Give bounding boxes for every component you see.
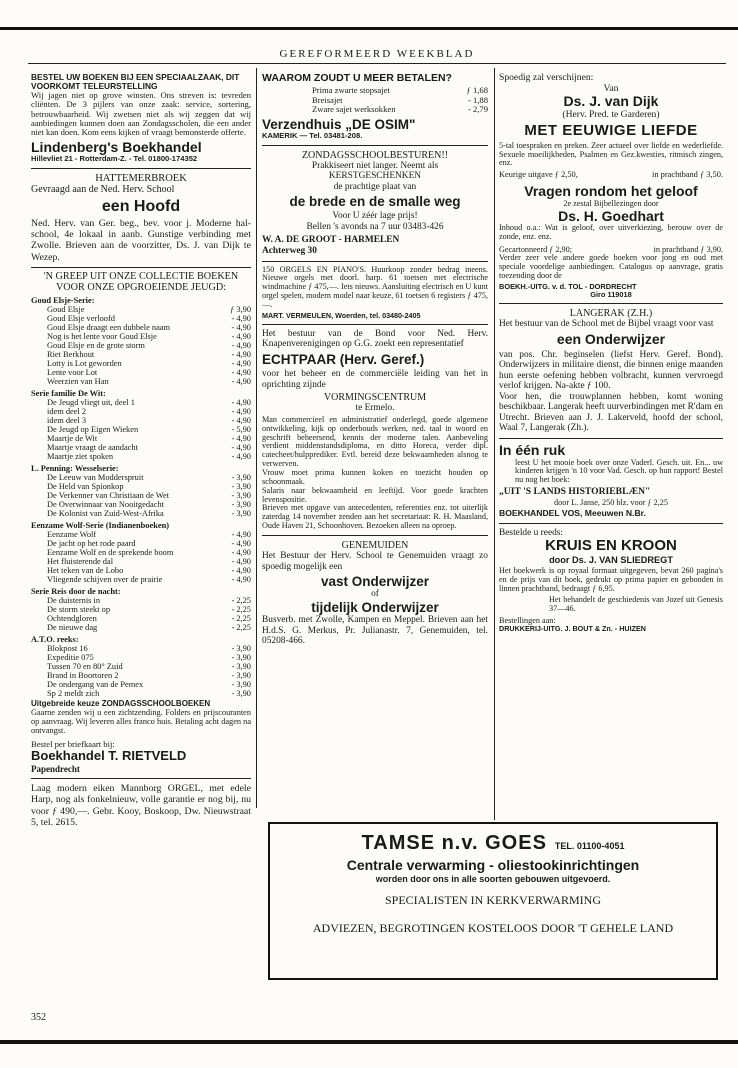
book-row <box>31 491 251 500</box>
book-price: - 4,90 <box>231 556 251 566</box>
book-price: - 4,90 <box>231 530 251 540</box>
ad-title: MET EEUWIGE LIEFDE <box>524 121 698 139</box>
book-price: ƒ 3,90 <box>230 305 251 315</box>
price-row <box>312 96 488 106</box>
ad-line: ADVIEZEN, BEGROTINGEN KOSTELOOS DOOR 'T GEHELE LAND <box>312 920 674 935</box>
extra-heading: Uitgebreide keuze ZONDAGSSCHOOLBOEKEN <box>31 698 211 708</box>
ad-title: een Onderwijzer <box>556 330 666 347</box>
book-price: - 3,90 <box>231 688 251 698</box>
book-title: Vliegende schijven over de prairie <box>47 574 163 584</box>
book-title: Sp 2 meldt zich <box>47 688 100 698</box>
book-price: - 4,90 <box>231 539 251 549</box>
book-price: - 3,90 <box>231 652 251 662</box>
ad-bout <box>499 526 723 635</box>
ad-de-groot <box>262 148 488 259</box>
book-row <box>31 473 251 482</box>
book-price: - 3,90 <box>231 643 251 653</box>
price-list <box>262 86 488 115</box>
ad-shop: BOEKH.-UITG. v. d. TOL - DORDRECHT <box>499 281 637 291</box>
ad-title: een Hoofd <box>101 197 181 215</box>
book-title: Expeditie 075 <box>47 652 94 662</box>
book-title: De Jeugd vliegt uit, deel 1 <box>47 398 135 408</box>
ad-centre: VORMINGSCENTRUM <box>323 392 427 404</box>
ad-line: Centrale verwarming - oliestookinrichtingen <box>346 857 640 874</box>
ad-heading: 'N GREEP UIT ONZE COLLECTIE BOEKEN VOOR ONZE OPGROEIENDE JEUGD: <box>43 271 239 293</box>
company-tel: TEL. 01100-4051 <box>554 841 625 851</box>
ad-body: Voor hen, die trouwplannen hebben, komt woning beschikbaar. Langerak heeft uurverbindingen met R'dam en Utrecht. Brieven aan J. J. Lakerveld, hoofd der school, Waal 7, Langerak (Zh.). <box>499 391 723 434</box>
ad-book: „UIT 'S LANDS HISTORIEBLÆN" <box>499 486 651 498</box>
ad-role: (Herv. Pred. te Garderen) <box>562 109 660 121</box>
ad-shop: BOEKHANDEL VOS, Meeuwen N.Br. <box>499 508 646 519</box>
book-title: Goud Elsje <box>47 305 85 315</box>
ad-osim <box>262 71 488 143</box>
book-title: De jacht op het rode paard <box>47 539 136 548</box>
ad-line: Prakkiseert niet langer. Neemt als <box>311 160 439 171</box>
ad-body: Man commercieel en administratief onderlegd, goede algemene ontwikkeling, kijk op onderbouds werken, ned. taal in woord en geschrift beheersend, kennis der moderne talen. Aanbeveling verdient middenstandsdiploma, en ditto Horeca, verder dipl. catecheet/hulpprediker. Evtl. bereid deze bekwaamheden alsnog te verwerven. <box>262 414 488 469</box>
ad-place: te Ermelo. <box>355 403 395 414</box>
book-row <box>31 509 251 518</box>
book-row <box>31 452 251 461</box>
price-row <box>499 170 723 179</box>
bottom-rule <box>0 1040 738 1044</box>
book-row <box>31 314 251 323</box>
ad-heading: GENEMUIDEN <box>341 540 409 551</box>
item-price: - 1,88 <box>467 94 488 105</box>
series-heading: A.T.O. reeks: <box>31 634 79 644</box>
book-price: - 5,90 <box>231 425 251 435</box>
price-1: Gecartonneerd ƒ 2,90; <box>499 244 572 254</box>
book-price: - 3,90 <box>231 473 251 483</box>
book-row <box>31 425 251 434</box>
price-row <box>312 86 488 96</box>
book-title: Nog is het lente voor Goud Elsje <box>47 332 157 342</box>
book-price: - 3,90 <box>231 679 251 689</box>
book-row <box>31 407 251 416</box>
book-title: De storm steekt op <box>47 604 111 614</box>
ad-body: Salaris naar bekwaamheid en leeftijd. Voor goede krachten levenspositie. <box>262 485 488 504</box>
ad-line: de prachtige plaat van <box>333 181 417 192</box>
book-row <box>31 644 251 653</box>
ad-of: of <box>371 589 379 600</box>
ad-body: 5-tal toespraken en preken. Zeer actueel over liefde en wederliefde. Sexuele moeilijkheden, Psalmen en Gez.kwesties, ritmisch zingen, enz. <box>499 140 723 168</box>
ad-title: KRUIS EN KROON <box>545 537 677 555</box>
book-price: - 4,90 <box>231 323 251 333</box>
shop-name: Lindenberg's Boekhandel <box>31 138 202 155</box>
book-row <box>31 305 251 314</box>
ad-sub: 2e zestal Bijbellezingen door <box>563 199 659 209</box>
item-name: Zware sajet werksokken <box>312 105 396 115</box>
ad-body: Het behandelt de geschiedenis van Jozef uit Genesis 37—46. <box>549 594 723 613</box>
ad-body: Ned. Herv. van Ger. beg., bev. voor j. Moderne hal-school, 4e lokaal in aanb. Gunstige verbinding met Zwolle. Brieven aan de voorzitter, Ds. J. van Dijk te Wezep. <box>31 217 251 263</box>
book-title: Lotty is Lot geworden <box>47 359 122 369</box>
extra-body: Gaarne zenden wij u een zichtzending. Folders en prijscouranten op aanvraag. Wij leveren alles franco huis. Betaling acht dagen na ontvangst. <box>31 707 251 735</box>
book-row <box>31 653 251 662</box>
price-2: in prachtband ƒ 3,50. <box>652 170 723 180</box>
book-row <box>31 359 251 368</box>
book-title: Goud Elsje verloofd <box>47 314 115 324</box>
book-title: Maartje vraagt de aandacht <box>47 443 138 453</box>
ad-body: Inhoud o.a.: Wat is geloof, over uitverkiezing, berouw over de zonde, enz. enz. <box>499 223 723 242</box>
item-name: Breisajet <box>312 95 343 105</box>
book-row <box>31 557 251 566</box>
book-price: - 4,90 <box>231 359 251 369</box>
book-row <box>31 434 251 443</box>
book-row <box>31 368 251 377</box>
book-row <box>31 341 251 350</box>
book-row <box>31 689 251 698</box>
book-title: idem deel 2 <box>47 407 87 417</box>
book-title: De Jeugd op Eigen Wieken <box>47 425 139 435</box>
book-row <box>31 443 251 452</box>
book-price: - 4,90 <box>231 341 251 351</box>
ad-line: Bellen 's avonds na 7 uur 03483-426 <box>306 221 444 232</box>
page-number: 352 <box>31 1012 46 1023</box>
book-title: Maartje ziet spoken <box>47 452 114 462</box>
book-price: - 4,90 <box>231 548 251 557</box>
book-row <box>31 662 251 671</box>
ad-line: SPECIALISTEN IN KERKVERWARMING <box>385 893 601 908</box>
book-row <box>31 623 251 632</box>
book-title: Goud Elsje en de grote storm <box>47 341 145 351</box>
book-title: Eenzame Wolf en de sprekende boom <box>47 548 174 557</box>
book-row <box>31 323 251 332</box>
book-title: De nieuwe dag <box>47 622 98 632</box>
book-row <box>31 416 251 425</box>
ad-body: Laag modern eiken Mannborg ORGEL, met edele Harp, nog als fonkelnieuw, volle garantie er nog bij, nu voor ƒ 490,—. Gebr. Kooy, Boskoop, Dw. Nieuwstraat 5, tel. 2615. <box>31 782 251 828</box>
series-heading: Serie familie De Wit: <box>31 389 106 399</box>
book-row <box>31 530 251 539</box>
book-title: Het fluisterende dal <box>47 556 114 566</box>
book-title: De duisternis in <box>47 595 101 605</box>
book-title: Goud Elsje draagt een dubbele naam <box>47 323 171 333</box>
shop-name: Boekhandel T. RIETVELD <box>31 748 187 764</box>
item-price: - 2,79 <box>467 104 488 115</box>
book-price: - 4,90 <box>231 398 251 408</box>
ad-body: Brieven met opgave van antecedenten, referenties enz. tot uiterlijk zaterdag 14 november zenden aan het secretariaat: R. H. Maasland, Oude Haven 21, Schoonhoven. Bezoeken alleen na oproep. <box>262 503 488 531</box>
book-price: - 4,90 <box>231 443 251 453</box>
book-title: De ondergang van de Pemex <box>47 679 144 689</box>
ad-heading: WAAROM ZOUDT U MEER BETALEN? <box>262 72 452 84</box>
series-heading: Eenzame Wolf-Serie (Indianenboeken) <box>31 521 170 531</box>
ad-line: Spoedig zal verschijnen: <box>499 72 594 83</box>
ad-intro: Het bestuur van de School met de Bijbel vraagt voor vast <box>499 319 714 330</box>
ad-tamse <box>268 822 718 980</box>
book-price: - 3,90 <box>231 482 251 492</box>
ad-heading: LANGERAK (Z.H.) <box>569 308 653 320</box>
book-title: Tussen 70 en 80° Zuid <box>47 661 123 671</box>
price-row <box>312 105 488 115</box>
book-title: Weerzien van Han <box>47 377 109 387</box>
book-price: - 2,25 <box>231 604 251 614</box>
book-title: De Kolonist van Zuid-West-Afrika <box>47 509 164 519</box>
book-price: - 3,90 <box>231 509 251 519</box>
book-price: - 3,90 <box>231 500 251 510</box>
ad-line: KERSTGESCHENKEN <box>328 171 422 182</box>
book-price: - 4,90 <box>231 416 251 426</box>
ad-van: Van <box>603 82 619 94</box>
book-title: Lente voor Lot <box>47 368 98 378</box>
ad-giro: Giro 119018 <box>590 289 632 299</box>
book-row <box>31 605 251 614</box>
book-price: - 2,25 <box>231 595 251 605</box>
ad-rietveld <box>31 270 251 776</box>
book-price: - 4,90 <box>231 368 251 378</box>
book-price: - 4,90 <box>231 565 251 575</box>
ad-title: vast Onderwijzer <box>320 574 430 590</box>
book-title: De Held van Spionkop <box>47 482 124 492</box>
book-price: - 4,90 <box>231 434 251 444</box>
book-price: - 4,90 <box>231 350 251 360</box>
ad-vos <box>499 441 723 521</box>
book-row <box>31 500 251 509</box>
ad-hattemerbroek <box>31 171 251 265</box>
item-name: Prima zwarte stopsajet <box>312 86 390 96</box>
ad-body: Het boekwerk is op royaal formaat uitgegeven, bevat 260 pagina's en de prijs van dit boek, gedrukt op prima papier en gebonden in linnen prachtband, bedraagt ƒ 6,95. <box>499 566 723 594</box>
book-price: - 4,90 <box>231 452 251 462</box>
shop-address: Hillevliet 21 - Rotterdam-Z. - Tel. 01800-174352 <box>31 154 198 164</box>
column-2 <box>262 71 488 816</box>
book-title: Blokpost 16 <box>47 643 88 653</box>
shop-place: Papendrecht <box>31 763 80 774</box>
ad-heading: BESTEL UW BOEKEN BIJ EEN SPECIAALZAAK, DIT VOORKOMT TELEURSTELLING <box>31 72 240 92</box>
page-header: GEREFORMEERD WEEKBLAD <box>279 48 475 60</box>
series-heading: Goud Elsje-Serie: <box>31 296 95 306</box>
book-title: Eenzame Wolf <box>47 530 97 540</box>
book-row <box>31 671 251 680</box>
ad-body: Vrouw moet prima kunnen koken en toezicht houden op schoonmaak. <box>262 467 488 486</box>
book-title: Riet Berkhout <box>47 350 95 360</box>
book-title: De Leeuw van Modderspruit <box>47 473 144 483</box>
ad-line: Bestelde u reeds: <box>499 527 564 538</box>
ad-title: In één ruk <box>499 441 566 458</box>
series-heading: L. Penning: Wesselserie: <box>31 464 119 474</box>
ad-address: Achterweg 30 <box>262 245 317 256</box>
ad-genemuiden <box>262 538 488 649</box>
ad-line: Gevraagd aan de Ned. Herv. School <box>31 184 175 196</box>
book-title: Het teken van de Lobo <box>47 565 124 575</box>
ad-body: van pos. Chr. beginselen (liefst Herv. Geref. Bond). Onderwijzers in militaire dienst, die binnen enige maanden hun eerste oefening hebben volbracht, kunnen vervroegd verlof krijgen. Na-akte ƒ 100. <box>499 349 723 392</box>
book-title: De Overwinnaar van Nooitgedacht <box>47 500 164 510</box>
column-divider-2 <box>494 68 495 820</box>
ad-line: Voor U zéér lage prijs! <box>332 211 418 222</box>
book-row <box>31 566 251 575</box>
book-row <box>31 575 251 584</box>
price-2: in prachtband ƒ 3,90. <box>653 244 723 254</box>
ad-title: tijdelijk Onderwijzer <box>311 599 439 615</box>
book-price: - 4,90 <box>231 314 251 324</box>
book-row <box>31 596 251 605</box>
shop-name: Verzendhuis „DE OSIM" <box>262 116 416 132</box>
ad-title: de brede en de smalle weg <box>289 194 461 210</box>
company-name: TAMSE n.v. GOES <box>361 832 547 854</box>
book-price: - 4,90 <box>231 332 251 342</box>
ad-author: Ds. H. Goedhart <box>558 207 664 224</box>
ad-body: Wij jagen niet op grove winsten. Ons streven is: tevreden cliënten. De 3 pijlers van onze zaak: service, sortering, betrouwbaarheid. Wij zwetsen niet als wij zeggen dat wij aanbiedingen kunnen doen aan Zondagsscholen, die een ander niet kan doen. Kom eens kijken of vraagt bemonsterde offerte. <box>31 90 251 138</box>
book-title: Brand in Boortoren 2 <box>47 670 119 680</box>
book-title: De Verkenner van Christiaan de Wet <box>47 491 170 501</box>
book-price: - 4,90 <box>231 574 251 584</box>
ad-title: ECHTPAAR (Herv. Geref.) <box>262 351 425 367</box>
book-row <box>31 332 251 341</box>
ad-goedhart <box>499 182 723 302</box>
ad-body: leest U het mooie boek over onze Vaderl. Gesch. uit. En... uw kinderen krijgen 'n 10 voor Vad. Gesch. op hun rapport! Bestel nu nog het boek: <box>515 457 723 485</box>
book-price: - 2,25 <box>231 622 251 632</box>
book-row <box>31 539 251 548</box>
ad-title: Vragen rondom het geloof <box>524 182 698 199</box>
ad-vermeulen <box>262 264 488 322</box>
book-price: - 3,90 <box>231 661 251 671</box>
book-row <box>31 350 251 359</box>
ad-footer: MART. VERMEULEN, Woerden, tel. 03480-2405 <box>262 310 421 320</box>
ad-van-dijk <box>499 71 723 182</box>
series-heading: Serie Reis door de nacht: <box>31 586 121 596</box>
book-row <box>31 482 251 491</box>
ad-shop: DRUKKERIJ-UITG. J. BOUT & Zn. - HUIZEN <box>499 623 646 633</box>
ad-echtpaar <box>262 327 488 533</box>
order-line: Bestel per briefkaart bij: <box>31 738 115 749</box>
ad-author: door Ds. J. VAN SLIEDREGT <box>549 555 673 565</box>
book-row <box>31 680 251 689</box>
book-title: Ochtendgloren <box>47 613 97 623</box>
ad-body: Busverb. met Zwolle, Kampen en Meppel. Brieven aan het H.d.S. G. Merkus, Pr. Julianastr. 7, Genemuiden, tel. 05208-466. <box>262 615 488 647</box>
book-price: - 4,90 <box>231 407 251 417</box>
ad-line: worden door ons in alle soorten gebouwen uitgevoerd. <box>375 874 611 885</box>
ad-body: 150 ORGELS EN PIANO'S. Huurkoop zonder bedrag ineens. Nieuwe orgels met doorl. harp. 61 toetsen met electrische windmachine ƒ 475,—. Iets nieuws. Aansluiting electrisch en U kunt orgel spelen, modern model naar keuze, 61 toetsen 6 registers ƒ 475,—. <box>262 264 488 309</box>
book-series-list <box>31 296 251 697</box>
ad-line: voor het beheer en de commerciële leiding van het in oprichting zijnde <box>262 369 488 390</box>
book-row <box>31 377 251 386</box>
book-price: - 3,90 <box>231 670 251 680</box>
column-divider-1 <box>256 68 257 808</box>
ad-langerak <box>499 306 723 436</box>
ad-heading: HATTEMERBROEK <box>95 172 187 184</box>
ad-orgel <box>31 781 251 830</box>
column-1 <box>31 71 251 1001</box>
ad-lindenberg <box>31 71 251 166</box>
column-3 <box>499 71 723 823</box>
book-row <box>31 614 251 623</box>
ad-author: Ds. J. van Dijk <box>563 93 659 110</box>
ad-intro: Het bestuur van de Bond voor Ned. Herv. Knapenverenigingen op G.G. zoekt een representatief <box>262 328 488 350</box>
ad-line: Bestellingen aan: <box>499 615 556 625</box>
ad-intro: Het Bestuur der Herv. School te Genemuiden vraagt zo spoedig mogelijk een <box>262 551 488 572</box>
price-1: Keurige uitgave ƒ 2,50, <box>499 170 578 180</box>
ad-name: W. A. DE GROOT - HARMELEN <box>262 235 400 246</box>
book-row <box>31 398 251 407</box>
item-price: ƒ 1,68 <box>466 85 488 96</box>
book-title: Maartje de Wit <box>47 434 98 444</box>
book-title: idem deel 3 <box>47 416 87 426</box>
shop-address: KAMERIK — Tel. 03481-208. <box>262 131 363 140</box>
header-rule <box>28 63 726 64</box>
ad-heading: ZONDAGSSCHOOLBESTUREN!! <box>301 149 449 161</box>
book-price: - 4,90 <box>231 377 251 387</box>
ad-body: Verder zeer vele andere goede boeken voor jong en oud met speciale voordelige aanbiedingen. Catalogus op aanvrage, gratis toezending door de <box>499 253 723 280</box>
book-price: - 3,90 <box>231 491 251 501</box>
ad-author: door L. Janse, 250 blz. voor ƒ 2,25 <box>554 497 668 507</box>
book-row <box>31 548 251 557</box>
book-price: - 2,25 <box>231 613 251 623</box>
top-rule <box>0 27 738 30</box>
